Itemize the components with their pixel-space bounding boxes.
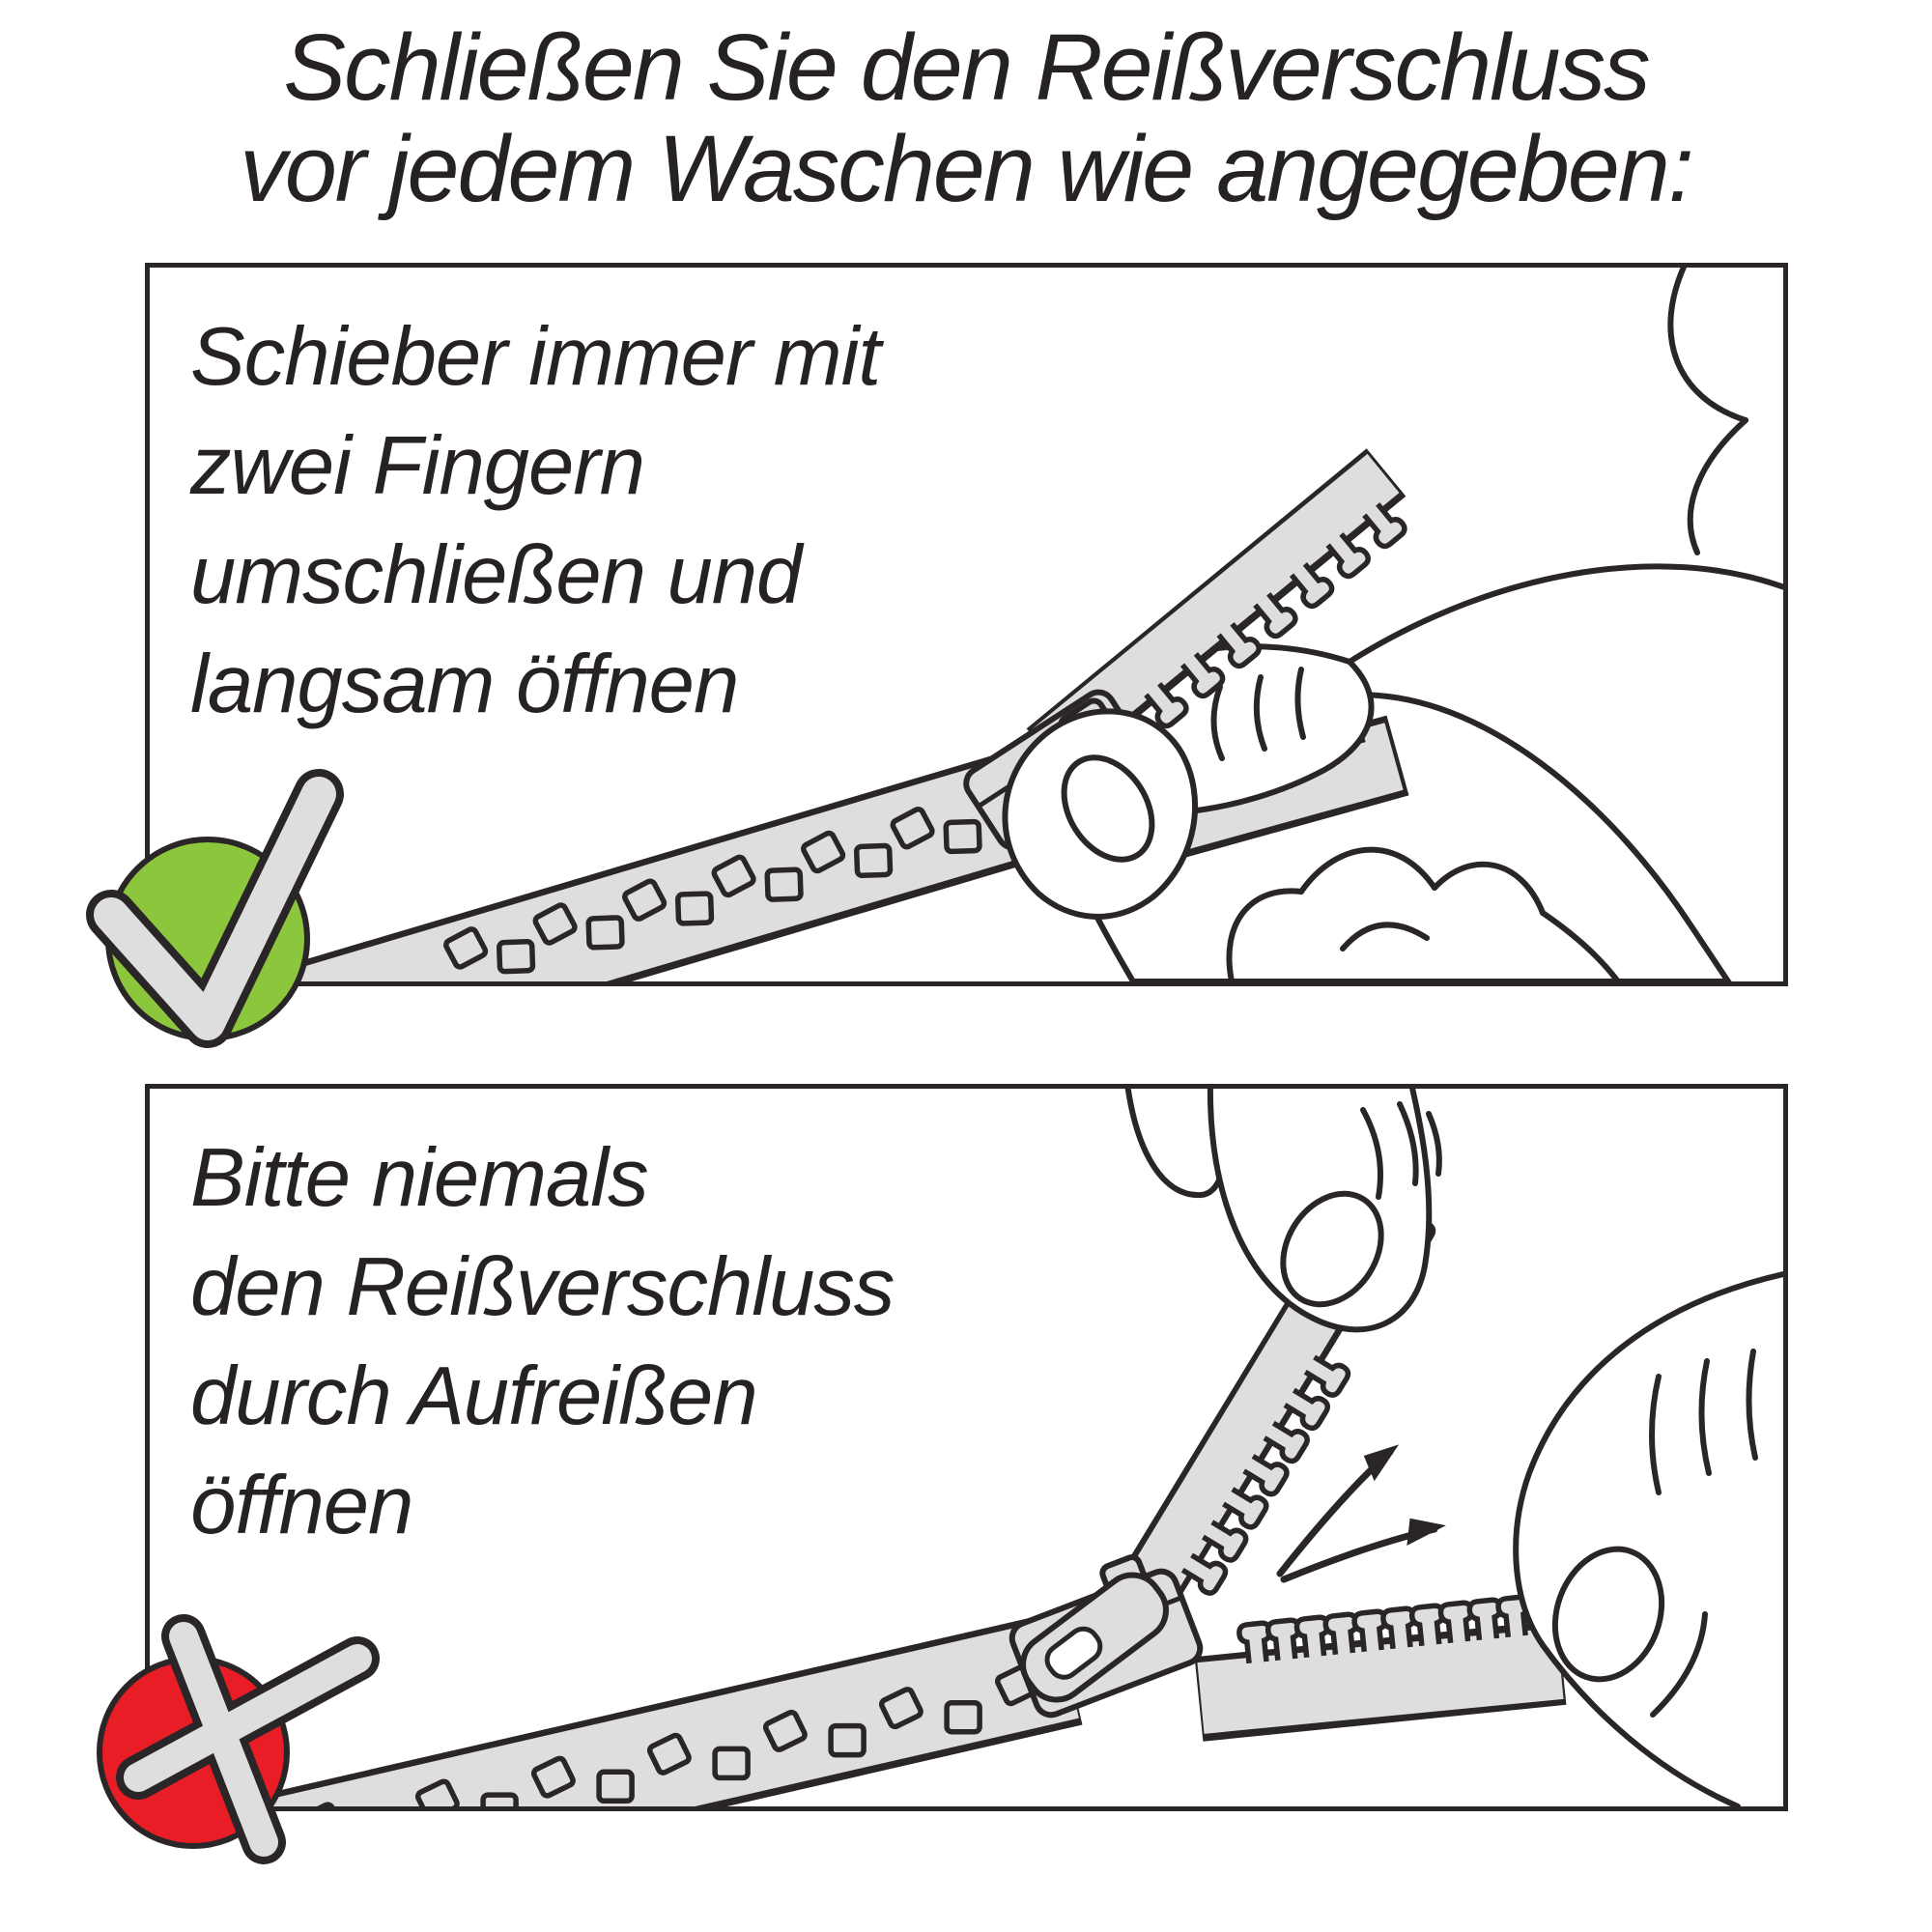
zipper-tape-closed (266, 783, 1053, 981)
instruction-line: zwei Fingern (190, 420, 644, 512)
instruction-line: den Reißverschluss (190, 1241, 895, 1333)
instruction-line: umschließen und (190, 529, 802, 621)
pulling-thumb (1516, 1274, 1783, 1806)
thumb (1005, 711, 1195, 917)
panel-instruction-text (190, 302, 880, 739)
title-line-2: vor jedem Waschen wie angegeben: (240, 115, 1692, 221)
tear-direction-arrows (1280, 1434, 1448, 1579)
title-line-1: Schließen Sie den Reißverschluss (283, 14, 1649, 120)
instruction-line: Bitte niemals (190, 1132, 648, 1224)
instruction-line: durch Aufreißen (190, 1350, 757, 1442)
panel-instruction-text (190, 1123, 894, 1560)
panel-correct-method (145, 263, 1788, 986)
instruction-line: langsam öffnen (190, 639, 739, 730)
instruction-line: Schieber immer mit (190, 311, 881, 403)
zipper-tape-right (1199, 1593, 1562, 1699)
check-icon (53, 736, 372, 1065)
instruction-line: öffnen (190, 1460, 413, 1551)
pinching-fingers (1127, 1089, 1439, 1329)
person-shoulder (1350, 268, 1783, 662)
instruction-title (0, 14, 1932, 221)
x-icon (29, 1596, 415, 1924)
